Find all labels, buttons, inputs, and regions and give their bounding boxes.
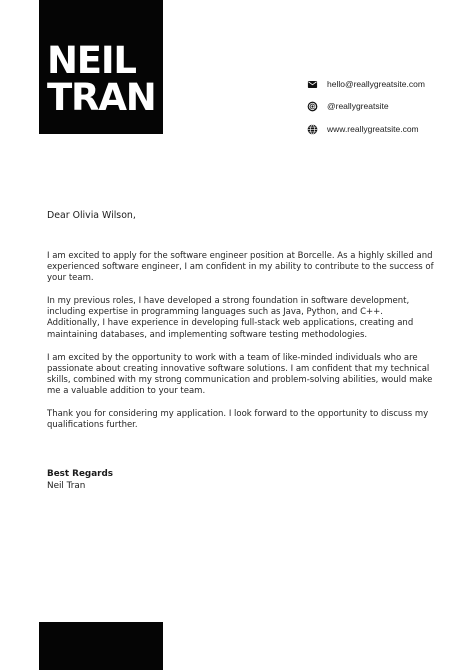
letter-body — [47, 210, 437, 492]
globe-icon — [307, 124, 318, 135]
name-first: NEIL — [47, 39, 136, 82]
email-icon — [307, 79, 318, 90]
at-icon — [307, 101, 318, 112]
contact-list — [307, 77, 467, 145]
closing-regards: Best Regards — [47, 469, 114, 480]
salutation: Dear Olivia Wilson, — [47, 210, 136, 221]
contact-website — [307, 122, 467, 136]
paragraph-thanks: Thank you for considering my application. I look forward to the opportunity to discuss my qualifications further. — [47, 409, 429, 431]
footer-decoration-block — [39, 622, 163, 670]
paragraph-intro: I am excited to apply for the software engineer position at Borcelle. As a highly skilled and experienced software engineer, I am confident in my ability to contribute to the success of your team. — [47, 251, 434, 284]
contact-website-text: www.reallygreatsite.com — [327, 123, 419, 134]
paragraph-motivation: I am excited by the opportunity to work with a team of like-minded individuals who are passionate about creating innovative software solutions. I am confident that my technical skills, combined with my strong communication and problem-solving abilities, would make me a valuable addition to your team. — [47, 352, 433, 396]
closing-block — [47, 469, 437, 492]
contact-email-text: hello@reallygreatsite.com — [327, 78, 425, 89]
name-header-block — [39, 0, 163, 134]
paragraph-experience: In my previous roles, I have developed a strong foundation in software development, including expertise in programming languages such as Java, Python, and C++. Additionally, I have experience in developing full-stack web applications, creating and maintaining databases, and implementing software testing methodologies. — [47, 296, 414, 340]
signature-name: Neil Tran — [47, 480, 86, 491]
contact-social — [307, 100, 467, 114]
contact-social-text: @reallygreatsite — [327, 101, 389, 112]
contact-email — [307, 77, 467, 91]
name-last: TRAN — [47, 76, 156, 119]
